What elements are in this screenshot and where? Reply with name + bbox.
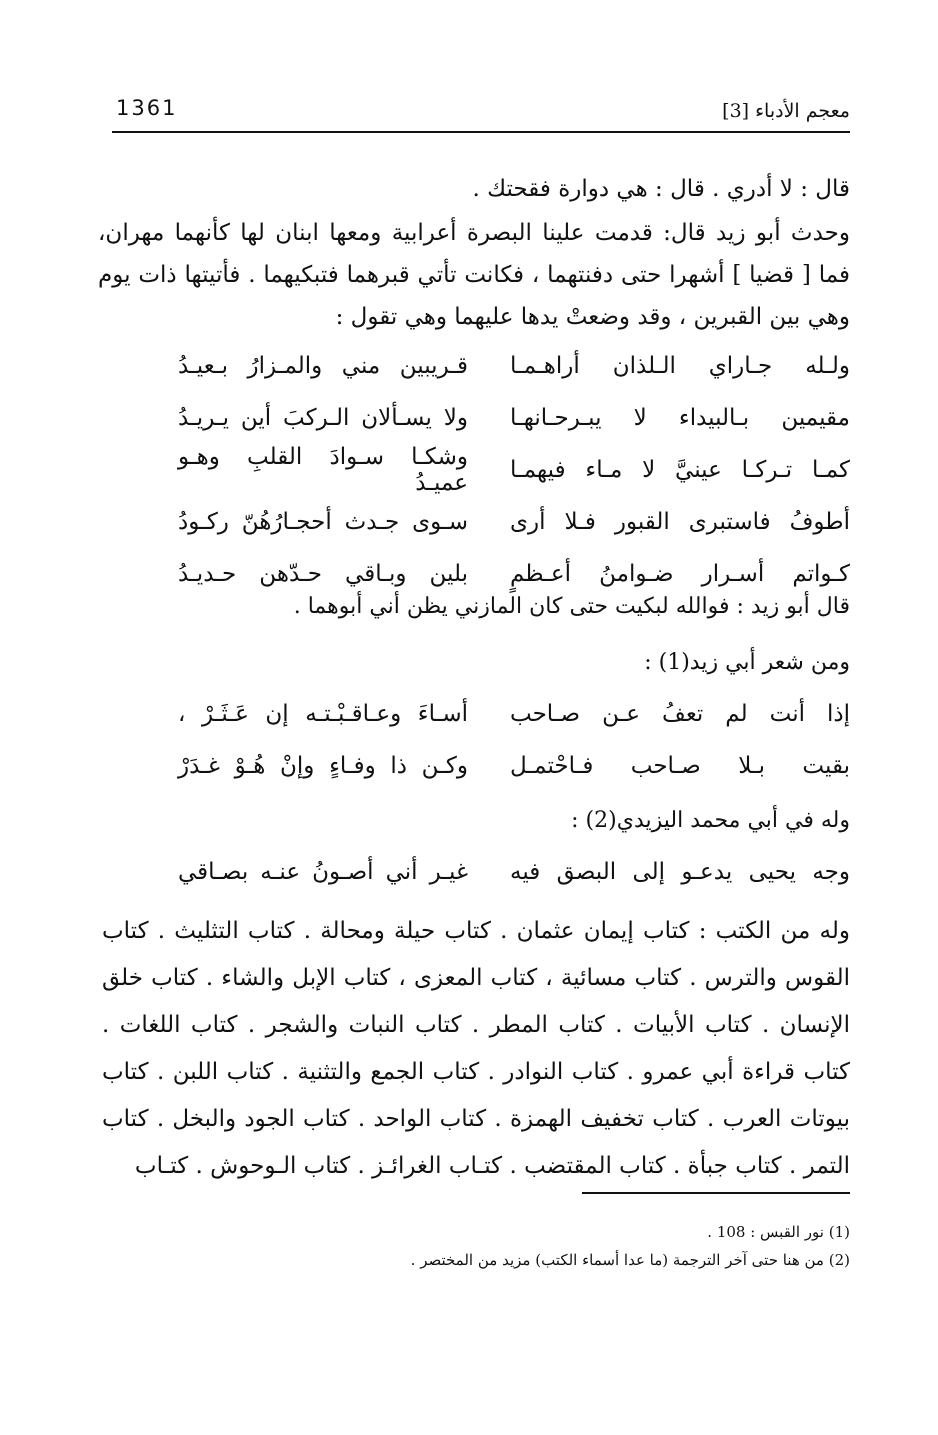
footnote-divider [582,1192,850,1194]
header-divider [112,131,850,133]
page-number: 1361 [116,96,178,120]
poem-1 [170,340,850,600]
verse-line [170,688,850,740]
verse-second-hemistich: قـريبين مني والمـزارُ بـعيـدُ [178,353,468,379]
verse-first-hemistich: مقيمين بـالبيداء لا يبـرحـانهـا [510,405,850,431]
footnote-1: (1) نور القبس : 108 . [707,1223,850,1241]
footnotes [150,1218,850,1274]
poem-2 [170,688,850,792]
poem-3 [170,846,850,898]
paragraph-books-list: وله من الكتب : كتاب إيمان عثمان . كتاب حيلة ومحالة . كتاب التثليث . كتاب القوس والترس . كتاب مسائية ، كتاب المعزى ، كتاب الإبل والشاء . كتاب خلق الإنسان . كتاب الأبيات . كتاب المطر . كتاب النبات والشجر . كتاب اللغات . كتاب قراءة أبي عمرو . كتاب النوادر . كتاب الجمع والتثنية . كتاب اللبن . كتاب بيوتات العرب . كتاب تخفيف الهمزة . كتاب الواحد . كتاب الجود والبخل . كتاب التمر . كتاب جبأة . كتاب المقتضب . كتـاب الغرائـز . كتاب الـوحوش . كتـاب [102,918,850,1179]
verse-second-hemistich: بلين وبـاقي حـدّهن حـديـدُ [178,561,468,587]
verse-second-hemistich: وشكـا سـوادَ القلبِ وهـو عميـدُ [178,444,468,496]
verse-first-hemistich: بقيت بـلا صـاحب فـاحْتمـل [510,753,850,779]
paragraph-3: قال أبو زيد : فوالله لبكيت حتى كان المازني يظن أني أبوهما . [293,594,850,619]
verse-first-hemistich: ولـله جـاراي الـلذان أراهـمـا [510,353,850,379]
verse-second-hemistich: غيـر أني أصـونُ عنـه بصـاقي [178,859,468,885]
verse-first-hemistich: كـواتم أسـرار ضـوامنُ أعـظمٍ [510,561,850,587]
verse-first-hemistich: إذا أنت لم تعفُ عـن صـاحب [510,701,850,727]
verse-first-hemistich: كمـا تـركـا عينيَّ لا مـاء فيهمـا [510,457,850,483]
verse-line [170,496,850,548]
running-header-title: معجم الأدباء [3] [722,100,850,122]
verse-first-hemistich: أطوفُ فاستبرى القبور فـلا أرى [510,509,850,535]
verse-line [170,846,850,898]
verse-line [170,444,850,496]
verse-second-hemistich: وكـن ذا وفـاءٍ وإنْ هُـوْ غـدَرْ [178,753,468,779]
paragraph-1: قال : لا أدري . قال : هي دوارة فقحتك . [472,176,850,202]
paragraph-4: ومن شعر أبي زيد(1) : [644,650,850,675]
paragraph-5: وله في أبي محمد اليزيدي(2) : [571,808,850,833]
verse-second-hemistich: ولا يسـألان الـركبَ أين يـريـدُ [178,405,468,431]
paragraph-2: وحدث أبو زيد قال: قدمت علينا البصرة أعرابية ومعها ابنان لها كأنهما مهران، فما [ قضيا ] أشهرا حتى دفنتهما ، فكانت تأتي قبرهما فتبكيهما . فأتيتها ذات يوم وهي بين القبرين ، وقد وضعتْ يدها عليهما وهي تقول : [98,220,850,330]
verse-second-hemistich: أسـاءَ وعـاقـبْـتـه إن عَـثَـرْ ، [178,701,468,727]
verse-line [170,740,850,792]
verse-second-hemistich: سـوى جـدث أحجـارُهُنّ ركـودُ [178,509,468,535]
verse-line [170,340,850,392]
footnote-2: (2) من هنا حتى آخر الترجمة (ما عدا أسماء الكتب) مزيد من المختصر . [410,1251,850,1269]
verse-first-hemistich: وجه يحيى يدعـو إلى البصق فيه [510,859,850,885]
verse-line [170,392,850,444]
